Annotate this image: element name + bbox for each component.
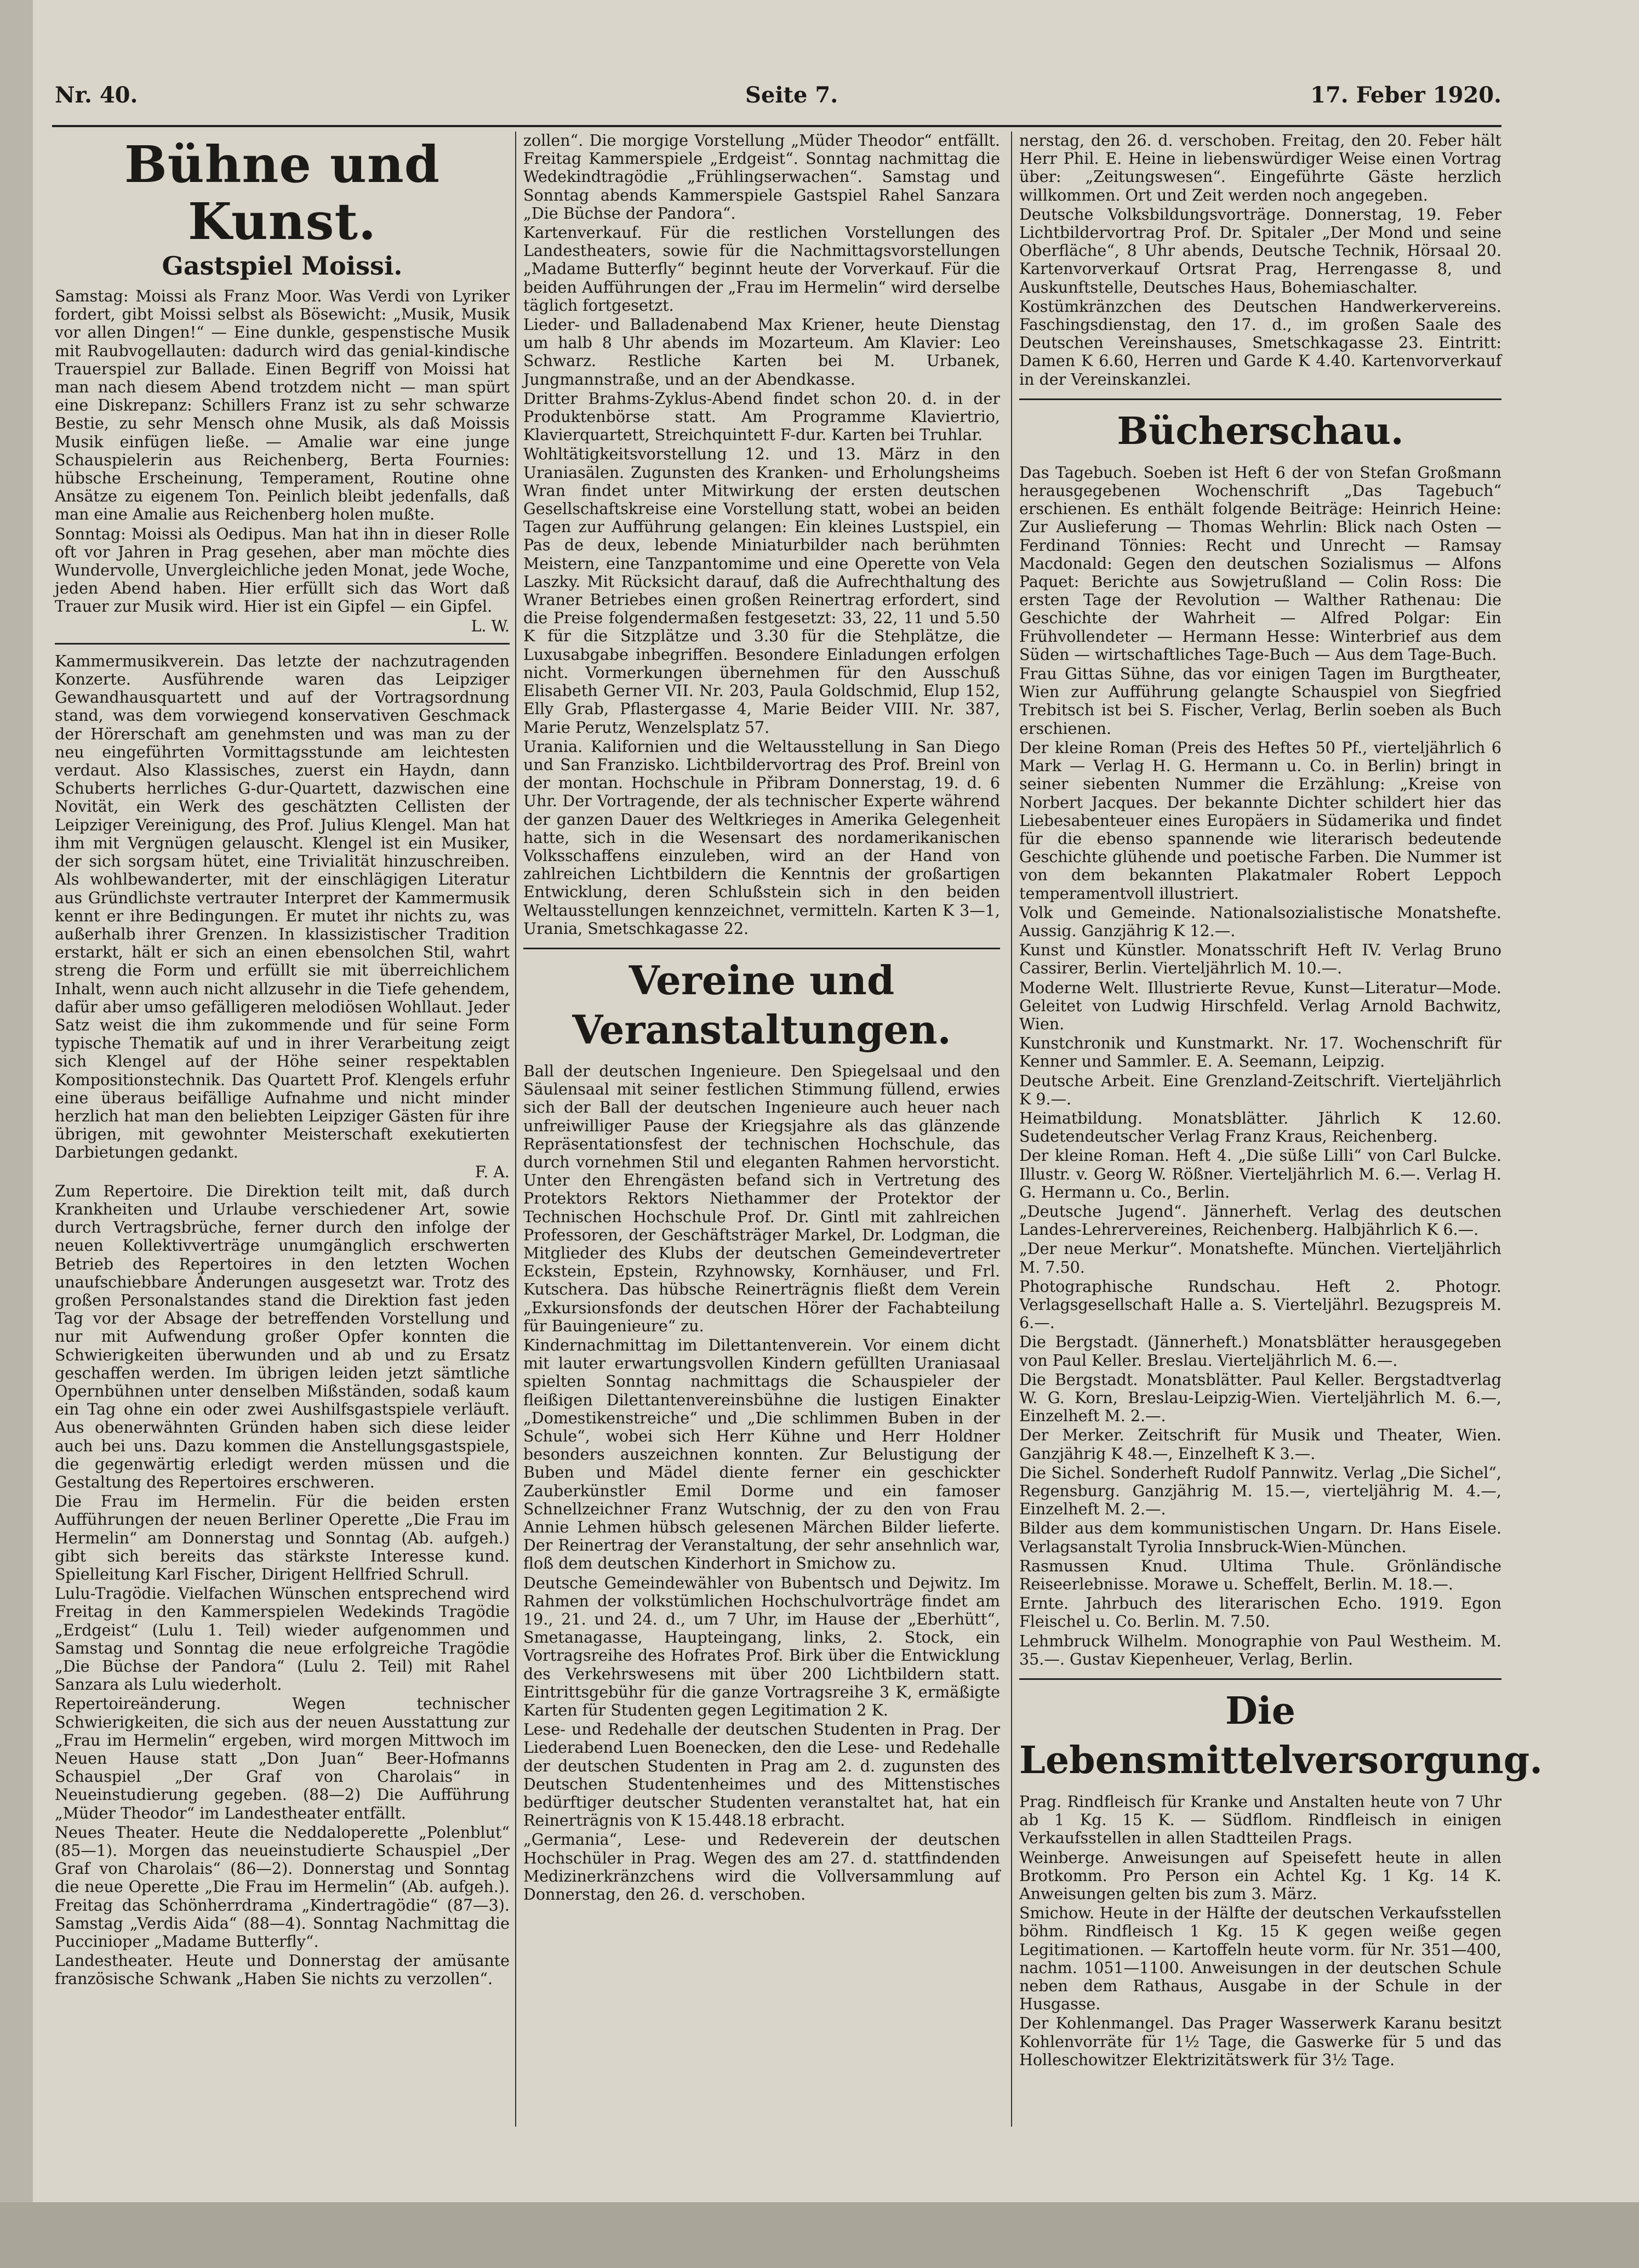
article-paragraph: Sonntag: Moissi als Oedipus. Man hat ihn in dieser Rolle oft vor Jahren in Prag gesehen, aber man möchte dies Wundervolle, Unvergleichliche jeden Monat, jede Woche, jeden Abend haben. Hier erfüllt sich das Wort daß Trauer zur Musik wird. Hier ist ein Gipfel — ein Gipfel. [55, 525, 510, 616]
article-paragraph: Die Sichel. Sonderheft Rudolf Pannwitz. Verlag „Die Sichel“, Regensburg. Ganzjährig M. 15.—, vierteljährig M. 4.—, Einzelheft M. 2.—. [1019, 1463, 1501, 1519]
article-paragraph: Der Kohlenmangel. Das Prager Wasserwerk Karanu besitzt Kohlenvorräte für 1½ Tage, die Gaswerke für 5 und das Holleschowitzer Elektrizitätswerk für 3½ Tage. [1019, 2014, 1501, 2069]
article-paragraph: Neues Theater. Heute die Neddaloperette „Polenblut“ (85—1). Morgen das neueinstudierte Schauspiel „Der Graf von Charolais“ (86—2). Donnerstag und Sonntag die neue Operette „Die Frau im Hermelin“ (Ab. aufgeh.). Freitag das Schönherrdrama „Kindertragödie“ (87—3). Samstag „Verdis Aida“ (88—4). Sonntag Nachmittag die Puccinioper „Madame Butterfly“. [55, 1823, 510, 1951]
column-3 [1019, 132, 1543, 2070]
article-paragraph: „Germania“, Lese- und Redeverein der deutschen Hochschüler in Prag. Wegen des am 27. d. stattfindenden Medizinerkränzchens wird die Vollversammlung auf Donnerstag, den 26. d. verschoben. [523, 1831, 1000, 1904]
section-title: Bühne und Kunst. [124, 135, 441, 251]
article-paragraph: Lehmbruck Wilhelm. Monographie von Paul Westheim. M. 35.—. Gustav Kiepenheuer, Verlag, Berlin. [1019, 1632, 1501, 1668]
article-paragraph: Wohltätigkeitsvorstellung 12. und 13. März in den Uraniasälen. Zugunsten des Kranken- und Erholungsheims Wran findet unter Mitwirkung der ersten deutschen Gesellschaftskreise eine Vorstellung statt, wobei an beiden Tagen zur Aufführung gelangen: Ein kleines Lustspiel, ein Pas de deux, lebende Miniaturbilder nach berühmten Meistern, eine Tanzpantomime und eine Operette von Vela Laszky. Mit Rücksicht darauf, daß die Aufrechthaltung des Wraner Betriebes einen großen Reinertrag erfordert, sind die Preise folgendermaßen festgesetzt: 33, 22, 11 und 5.50 K für die Sitzplätze und 3.30 für die Stehplätze, die Luxusabgabe inbegriffen. Besondere Einladungen erfolgen nicht. Vormerkungen übernehmen für den Ausschuß Elisabeth Gerner VII. Nr. 203, Paula Goldschmid, Elup 152, Elly Grab, Pflastergasse 4, Marie Beider VIII. Nr. 387, Marie Perutz, Wenzelsplatz 57. [523, 445, 1000, 737]
page-edge-left [0, 0, 33, 2268]
article-signature: F. A. [475, 1163, 510, 1181]
article-paragraph: Smichow. Heute in der Hälfte der deutschen Verkaufsstellen böhm. Rindfleisch 1 Kg. 15 K gegen weiße gegen Legitimationen. — Kartoffeln heute vorm. für Nr. 351—400, nachm. 1051—1100. Anweisungen in der deutschen Schule neben dem Rathaus, Ausgabe in der Schule in der Husgasse. [1019, 1904, 1501, 2014]
article-paragraph: Der kleine Roman (Preis des Heftes 50 Pf., vierteljährlich 6 Mark — Verlag H. G. Hermann u. Co. in Berlin) bringt in seiner siebenten Nummer die Erzählung: „Kreise von Norbert Jacques. Der bekannte Dichter schildert hier das Liebesabenteuer eines Europäers in Südamerika und findet für die ebenso spannende wie literarisch bedeutende Geschichte glühende und poetische Farben. Die Nummer ist von dem bekannten Plakatmaler Robert Leppoch temperamentvoll illustriert. [1019, 738, 1501, 903]
article-paragraph: Kartenverkauf. Für die restlichen Vorstellungen des Landestheaters, sowie für die Nachmittagsvorstellungen „Madame Butterfly“ beginnt heute der Vorverkauf. Für die beiden Aufführungen der „Frau im Hermelin“ wird derselbe täglich fortgesetzt. [523, 224, 1000, 315]
article-paragraph: Urania. Kalifornien und die Weltausstellung in San Diego und San Franzisko. Lichtbildervortrag des Prof. Breinl von der montan. Hochschule in Přibram Donnerstag, 19. d. 6 Uhr. Der Vortragende, der als technischer Experte während der ganzen Dauer des Weltkrieges in Amerika Gelegenheit hatte, sich in die Wesensart des nordamerikanischen Volksschaffens einzuleben, wird an der Hand von zahlreichen Lichtbildern die Kenntnis der großartigen Entwicklung, deren Schlußstein sich in den beiden Weltausstellungen kennzeichnet, vermitteln. Karten K 3—1, Urania, Smetschkagasse 22. [523, 737, 1000, 938]
article-paragraph: Moderne Welt. Illustrierte Revue, Kunst—Literatur—Mode. Geleitet von Ludwig Hirschfeld. Verlag Arnold Bachwitz, Wien. [1019, 978, 1501, 1033]
article-paragraph: Frau Gittas Sühne, das vor einigen Tagen im Burgtheater, Wien zur Aufführung gelangte Schauspiel von Siegfried Trebitsch ist bei S. Fischer, Verlag, Berlin soeben als Buch erschienen. [1019, 665, 1501, 738]
page-edge-bottom [0, 2202, 1639, 2268]
article-paragraph: Der kleine Roman. Heft 4. „Die süße Lilli“ von Carl Bulcke. Illustr. v. Georg W. Rößner. Vierteljährlich M. 6.—. Verlag H. G. Hermann u. Co., Berlin. [1019, 1147, 1501, 1201]
article-paragraph: Lese- und Redehalle der deutschen Studenten in Prag. Der Liederabend Luen Boenecken, den die Lese- und Redehalle der deutschen Studenten in Prag am 2. d. zugunsten des Deutschen Studentenheimes und des Mittenstisches bedürftiger deutscher Studenten veranstaltet hat, hat ein Reinerträgnis von K 15.448.18 erbracht. [523, 1720, 1000, 1830]
article-paragraph: Kostümkränzchen des Deutschen Handwerkervereins. Faschingsdienstag, den 17. d., im großen Saale des Deutschen Vereinshauses, Smetschkagasse 23. Eintritt: Damen K 6.60, Herren und Garde K 4.40. Kartenvorverkauf in der Vereinskanzlei. [1019, 297, 1501, 389]
article-paragraph: Kammermusikverein. Das letzte der nachzutragenden Konzerte. Ausführende waren das Leipziger Gewandhausquartett und auf der Vortragsordnung stand, was dem vorwiegend konservativen Geschmack der Hörerschaft am genehmsten und was man zu der neu eingeführten Vormittagsstunde am leichtesten verdaut. Also Klassisches, zuerst ein Haydn, dann Schuberts herrliches G-dur-Quartett, dazwischen eine Novität, ein Werk des geschätzten Cellisten der Leipziger Vereinigung, des Prof. Julius Klengel. Man hat ihm mit Vergnügen gelauscht. Klengel ist ein Musiker, der sich sorgsam hütet, eine Trivialität hinzuschreiben. Als wohlbewanderter, mit der einschlägigen Literatur aus Gründlichste vertrauter Interpret der Kammermusik kennt er ihre Bedingungen. Er mutet ihr nichts zu, was außerhalb ihrer Grenzen. In klassizistischer Tradition erstarkt, hält er sich an einen ebensolchen Stil, wahrt streng die Form und erfüllt sie mit überreichlichem Inhalt, wenn auch nicht allzusehr in die Tiefe gehendem, dafür aber umso gefälligeren melodiösen Wohllaut. Jeder Satz weist die ihm zukommende und für seine Form typische Thematik auf und in ihrer Verarbeitung zeigt sich Klengel auf der Höhe seiner respektablen Kompositionstechnik. Das Quartett Prof. Klengels erfuhr eine überaus beifällige Aufnahme und nicht minder herzlich hat man den beliebten Leipziger Gästen für ihre übrigen, mit gewohnter Meisterschaft exekutierten Darbietungen gedankt. [55, 652, 510, 1162]
article-paragraph: Repertoireänderung. Wegen technischer Schwierigkeiten, die sich aus der neuen Ausstattung zur „Frau im Hermelin“ ergeben, wird morgen Mittwoch im Neuen Hause statt „Don Juan“ Beer-Hofmanns Schauspiel „Der Graf von Charolais“ in Neueinstudierung gegeben. (88—2) Die Aufführung „Müder Theodor“ im Landestheater entfällt. [55, 1695, 510, 1822]
section-divider [1019, 398, 1501, 400]
section-title: Vereine und Veranstaltungen. [572, 956, 951, 1053]
header-rule [52, 125, 1501, 127]
column-divider [515, 132, 516, 2127]
column-1 [55, 132, 510, 1990]
article-paragraph: nerstag, den 26. d. verschoben. Freitag, den 20. Feber hält Herr Phil. E. Heine in liebenswürdiger Weise einen Vortrag über: „Zeitungswesen“. Eingeführte Gäste herzlich willkommen. Ort und Zeit werden noch angegeben. [1019, 132, 1501, 204]
article-paragraph: Ball der deutschen Ingenieure. Den Spiegelsaal und den Säulensaal mit seiner festlichen Stimmung füllend, erwies sich der Ball der deutschen Ingenieure auch heuer nach unfreiwilliger Pause der Kriegsjahre als das glänzende Repräsentationsfest der technischen Hochschule, das durch vornehmen Stil und eleganten Rahmen hervorsticht. Unter den Ehrengästen befand sich in Vertretung des Protektors Rektors Niethammer der Protektor der Technischen Hochschule Prof. Dr. Gintl mit zahlreichen Professoren, der Geschäftsträger Markel, Dr. Lodgman, die Mitglieder des Klubs der deutschen Gemeindevertreter Eckstein, Epstein, Rzyhnowsky, Kornhäuser, und Frl. Kutschera. Das hübsche Reinerträgnis fließt dem Verein „Exkursionsfonds der deutschen Hörer der Fachabteilung für Bauingenieure“ zu. [523, 1062, 1000, 1335]
page-number: Seite 7. [745, 82, 838, 108]
article-paragraph: Lieder- und Balladenabend Max Kriener, heute Dienstag um halb 8 Uhr abends im Mozarteum. Am Klavier: Leo Schwarz. Restliche Karten bei M. Urbanek, Jungmannstraße, und an der Abendkasse. [523, 316, 1000, 389]
article-paragraph: Ernte. Jahrbuch des literarischen Echo. 1919. Egon Fleischel u. Co. Berlin. M. 7.50. [1019, 1594, 1501, 1631]
article-paragraph: Lulu-Tragödie. Vielfachen Wünschen entsprechend wird Freitag in den Kammerspielen Wedekinds Tragödie „Erdgeist“ (Lulu 1. Teil) wieder aufgenommen und Samstag und Sonntag die neue erfolgreiche Tragödie „Die Büchse der Pandora“ (Lulu 2. Teil) mit Rahel Sanzara als Lulu wiederholt. [55, 1585, 510, 1694]
article-paragraph: Die Bergstadt. (Jännerheft.) Monatsblätter herausgegeben von Paul Keller. Breslau. Vierteljährlich M. 6.—. [1019, 1333, 1501, 1370]
article-paragraph: Kunstchronik und Kunstmarkt. Nr. 17. Wochenschrift für Kenner und Sammler. E. A. Seemann, Leipzig. [1019, 1034, 1501, 1071]
page-header [55, 82, 1501, 121]
article-paragraph: Das Tagebuch. Soeben ist Heft 6 der von Stefan Großmann herausgegebenen Wochenschrift „Das Tagebuch“ erschienen. Es enthält folgende Beiträge: Heinrich Heine: Zur Auslieferung — Thomas Wehrlin: Blick nach Osten — Ferdinand Tönnies: Recht und Unrecht — Ramsay Macdonald: Gegen den deutschen Sozialismus — Alfons Paquet: Berichte aus Sowjetrußland — Colin Ross: Die ersten Tage der Revolution — Walther Rathenau: Die Geschichte der Wahrheit — Alfred Polgar: Ein Frühvollendeter — Hermann Hesse: Winterbrief aus dem Süden — wirtschaftliches Tage-Buch — Aus dem Tage-Buch. [1019, 463, 1501, 664]
article-paragraph: Die Frau im Hermelin. Für die beiden ersten Aufführungen der neuen Berliner Operette „Die Frau im Hermelin“ am Donnerstag und Sonntag (Ab. aufgeh.) gibt sich bereits das stärkste Interesse kund. Spielleitung Karl Fischer, Dirigent Hellfried Schrull. [55, 1492, 510, 1584]
article-paragraph: zollen“. Die morgige Vorstellung „Müder Theodor“ entfällt. Freitag Kammerspiele „Erdgeist“. Sonntag nachmittag die Wedekindtragödie „Frühlingserwachen“. Samstag und Sonntag abends Kammerspiele Gastspiel Rahel Sanzara „Die Büchse der Pandora“. [523, 132, 1000, 223]
article-paragraph: Die Bergstadt. Monatsblätter. Paul Keller. Bergstadtverlag W. G. Korn, Breslau-Leipzig-Wien. Vierteljährlich M. 6.—, Einzelheft M. 2.—. [1019, 1370, 1501, 1426]
article-paragraph: Deutsche Gemeindewähler von Bubentsch und Dejwitz. Im Rahmen der volkstümlichen Hochschulvorträge findet am 19., 21. und 24. d., um 7 Uhr, im Hause der „Eberhütt“, Smetanagasse, Haupteingang, links, 2. Stock, ein Vortragsreihe des Hofrates Prof. Birk über die Entwicklung des Verkehrswesens mit über 200 Lichtbildern statt. Eintrittsgebühr für die ganze Vortragsreihe 3 K, ermäßigte Karten für Studenten gegen Legitimation 2 K. [523, 1574, 1000, 1720]
article-paragraph: „Deutsche Jugend“. Jännerheft. Verlag des deutschen Landes-Lehrervereines, Reichenberg. Halbjährlich K 6.—. [1019, 1202, 1501, 1239]
article-paragraph: Bilder aus dem kommunistischen Ungarn. Dr. Hans Eisele. Verlagsanstalt Tyrolia Innsbruck-Wien-München. [1019, 1519, 1501, 1556]
article-paragraph: Der Merker. Zeitschrift für Musik und Theater, Wien. Ganzjährig K 48.—, Einzelheft K 3.—. [1019, 1426, 1501, 1463]
section-title: Die Lebensmittelversorgung. [1019, 1689, 1543, 1783]
article-paragraph: Dritter Brahms-Zyklus-Abend findet schon 20. d. in der Produktenbörse statt. Am Programme Klaviertrio, Klavierquartett, Streichquintett F-dur. Karten bei Truhlar. [523, 389, 1000, 445]
article-paragraph: Volk und Gemeinde. Nationalsozialistische Monatshefte. Aussig. Ganzjährig K 12.—. [1019, 903, 1501, 940]
article-paragraph: Weinberge. Anweisungen auf Speisefett heute in allen Brotkomm. Pro Person ein Achtel Kg. 1 Kg. 14 K. Anweisungen gelten bis zum 3. März. [1019, 1848, 1501, 1904]
article-paragraph: Kunst und Künstler. Monatsschrift Heft IV. Verlag Bruno Cassirer, Berlin. Vierteljährlich M. 10.—. [1019, 941, 1501, 978]
section-divider [1019, 1678, 1501, 1680]
article-paragraph: Photographische Rundschau. Heft 2. Photogr. Verlagsgesellschaft Halle a. S. Vierteljährl. Bezugspreis M. 6.—. [1019, 1277, 1501, 1332]
article-paragraph: Kindernachmittag im Dilettantenverein. Vor einem dicht mit lauter erwartungsvollen Kindern gefüllten Uraniasaal spielten Sonntag nachmittags die Schauspieler der fleißigen Dilettantenvereinsbühne die lustigen Einakter „Domestikenstreiche“ und „Die schlimmen Buben in der Schule“, wobei sich Herr Kühne und Herr Holdner besonders auszeichnen konnten. Zur Belustigung der Buben und Mädel diente ferner ein geschickter Zauberkünstler Emil Dorme und ein famoser Schnellzeichner Franz Wutschnig, der zu den von Frau Annie Lehmen hübsch gelesenen Märchen Bilder lieferte. Der Reinertrag der Veranstaltung, der sehr ansehnlich war, floß dem deutschen Kinderhort in Smichow zu. [523, 1336, 1000, 1573]
article-paragraph: Prag. Rindfleisch für Kranke und Anstalten heute von 7 Uhr ab 1 Kg. 15 K. — Südflom. Rindfleisch in einigen Verkaufsstellen in allen Stadtteilen Prags. [1019, 1793, 1501, 1848]
section-subtitle: Gastspiel Moissi. [162, 251, 403, 281]
article-paragraph: „Der neue Merkur“. Monatshefte. München. Vierteljährlich M. 7.50. [1019, 1240, 1501, 1277]
article-paragraph: Heimatbildung. Monatsblätter. Jährlich K 12.60. Sudetendeutscher Verlag Franz Kraus, Reichenberg. [1019, 1109, 1501, 1146]
section-divider [523, 948, 1000, 949]
article-paragraph: Landestheater. Heute und Donnerstag der amüsante französische Schwank „Haben Sie nichts zu verzollen“. [55, 1952, 510, 1988]
section-title: Bücherschau. [1117, 409, 1404, 453]
column-divider [1011, 132, 1012, 2127]
article-paragraph: Samstag: Moissi als Franz Moor. Was Verdi von Lyriker fordert, gibt Moissi selbst als Bösewicht: „Musik, Musik vor allen Dingen!“ — Eine dunkle, gespenstische Musik mit Raubvogellauten: dadurch wird das genial-kindische Trauerspiel zur Ballade. Einen Begriff von Moissi hat man nach diesem Abend trotzdem nicht — man spürt eine Diskrepanz: Schillers Franz ist zu sehr schwarze Bestie, zu sehr Mensch ohne Musik, als daß Moissis Musik einfügen ließe. — Amalie war eine junge Schauspielerin aus Reichenberg, Berta Fournies: hübsche Erscheinung, Temperament, Routine ohne Ansätze zu eigenem Ton. Peinlich bleibt jedenfalls, daß man eine Amalie aus Reichenberg holen mußte. [55, 287, 510, 524]
article-paragraph: Deutsche Arbeit. Eine Grenzland-Zeitschrift. Vierteljährlich K 9.—. [1019, 1072, 1501, 1108]
article-divider [55, 643, 510, 645]
article-paragraph: Deutsche Volksbildungsvorträge. Donnerstag, 19. Feber Lichtbildervortrag Prof. Dr. Spitaler „Der Mond und seine Oberfläche“, 8 Uhr abends, Deutsche Technik, Hörsaal 20. Kartenvorverkauf Ortsrat Prag, Herrengasse 8, und Auskunftstelle, Deutsches Haus, Bohemiaschalter. [1019, 205, 1501, 297]
issue-date: 17. Feber 1920. [1310, 82, 1501, 108]
issue-number: Nr. 40. [55, 82, 138, 108]
article-signature: L. W. [471, 617, 510, 635]
article-paragraph: Rasmussen Knud. Ultima Thule. Grönländische Reiseerlebnisse. Morawe u. Scheffelt, Berlin. M. 18.—. [1019, 1557, 1501, 1594]
column-2 [523, 132, 1000, 1905]
article-paragraph: Zum Repertoire. Die Direktion teilt mit, daß durch Krankheiten und Urlaube verschiedener Art, sowie durch Vertragsbrüche, ferner durch den infolge der neuen Kollektivverträge unumgänglich erschwerten Betrieb des Repertoires in den letzten Wochen unaufschiebbare Änderungen ausgesetzt war. Trotz des großen Personalstandes stand die Direktion fast jeden Tag vor der Absage der betreffenden Vorstellung und nur mit Aufwendung großer Opfer konnten die Schwierigkeiten überwunden und ab und zu Ersatz geschaffen werden. Im übrigen leiden jetzt sämtliche Opernbühnen unter denselben Mißständen, sodaß kaum ein Tag ohne ein oder zwei Aushilfsgastspiele verläuft. Aus obenerwähnten Gründen haben sich diese leider auch bei uns. Dazu kommen die Anstellungsgastspiele, die gegenwärtig erledigt werden müssen und die Gestaltung des Repertoires erschweren. [55, 1182, 510, 1491]
